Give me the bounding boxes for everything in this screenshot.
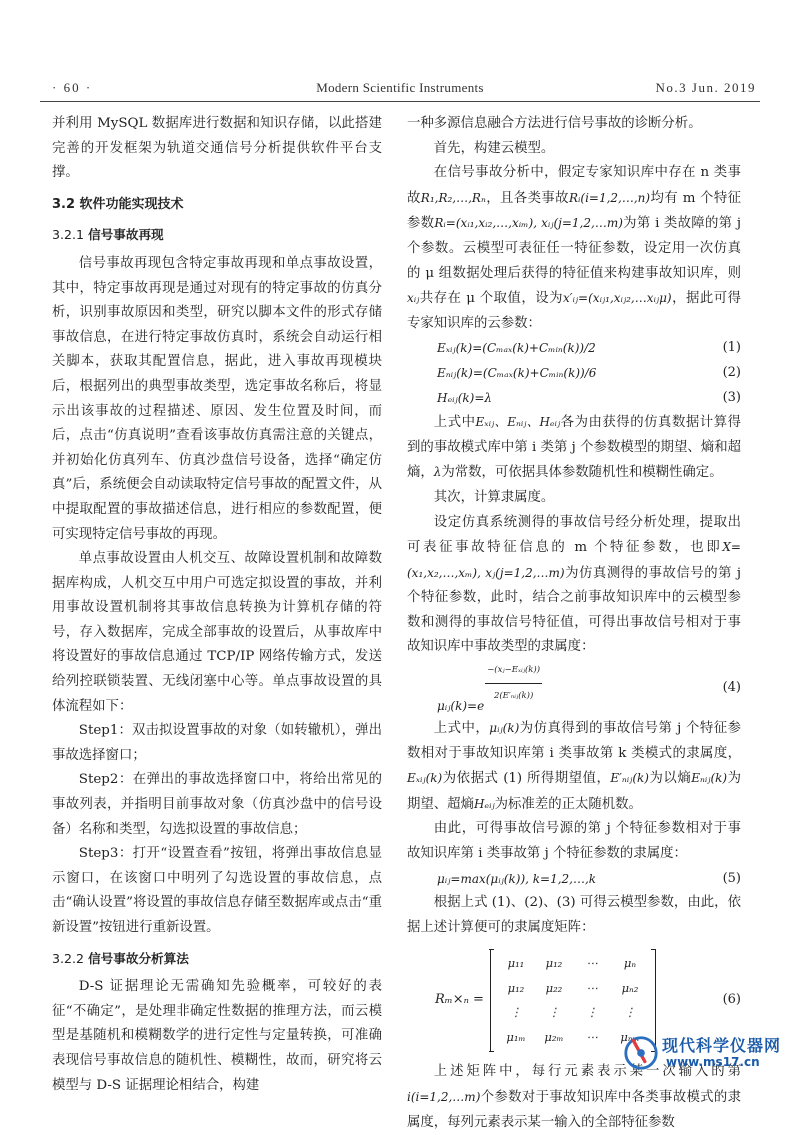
matrix-cell: ⋯ (586, 980, 598, 995)
matrix-cell: ⋯ (586, 1030, 598, 1044)
paragraph: 在信号事故分析中，假定专家知识库中存在 n 类事故R₁,R₂,…,Rₙ，且各类事故Rᵢ(i=1,2,…,n)均有 m 个特征参数Rᵢ=(xᵢ₁,xᵢ₂,…,xᵢₘ), xᵢⱼ(j=1,2,…m)为第 i 类故障的第 j 个参数。云模型可表征任一特征参数，设定用一次仿真的 μ 组数据处理后获得的特征值来构建事故知识库，则xᵢⱼ共存在 μ 个取值，设为x′ᵢⱼ=(xᵢⱼ₁,xᵢⱼ₂,…xᵢⱼμ)，据此可得专家知识库的云参数： (407, 165, 742, 331)
equation-number: (2) (722, 364, 741, 380)
paragraph: D-S 证据理论无需确知先验概率，可较好的表征“不确定”，是处理非确定性数据的推理方法，而云模型是基随机和模糊数学的进行定性与定量转换，可准确表现信号事故信息的随机性、模糊性，故而，研究将云模型与 D-S 证据理论相结合，构建 (52, 979, 382, 1093)
matrix-cell: μ₁₁ (507, 956, 525, 971)
equation-number: (6) (722, 992, 741, 1008)
equation-lhs: μᵢⱼ(k)=e (437, 698, 485, 713)
math-inline: R₁,R₂,…,Rₙ (420, 190, 486, 205)
matrix-cell: ⋮ (548, 1005, 560, 1020)
equation-body: Eₙᵢⱼ(k)=(Cₘₐₓ(k)+Cₘᵢₙ(k))/6 (437, 365, 597, 380)
equation-number: (5) (722, 870, 741, 886)
math-inline: Rᵢ=(xᵢ₁,xᵢ₂,…,xᵢₘ), xᵢⱼ(j=1,2,…m) (434, 216, 623, 231)
section-heading: 3.2 软件功能实现技术 (52, 196, 184, 212)
equation-body: μᵢⱼ=max(μᵢⱼ(k)), k=1,2,…,k (437, 871, 597, 886)
step-item: Step1：双击拟设置事故的对象（如转辙机），弹出事故选择窗口； (52, 723, 382, 763)
watermark-name: 现代科学仪器网 (662, 1036, 782, 1055)
paragraph: 一种多源信息融合方法进行信号事故的诊断分析。 (407, 116, 702, 131)
site-logo-icon (622, 1033, 660, 1071)
exponent-numerator: −(xⱼ−Eₓᵢⱼ(k)) (485, 658, 542, 684)
matrix-cell: μ₂ₘ (544, 1030, 564, 1044)
subsection-number: 3.2.2 (52, 950, 85, 966)
matrix-cell: μₙ (623, 956, 637, 971)
page-number: · 60 · (52, 80, 93, 95)
header-rule (40, 101, 760, 102)
matrix-expression (407, 949, 656, 1051)
right-column (407, 112, 741, 1135)
equation-3 (407, 386, 741, 411)
equation-1 (407, 336, 741, 361)
running-header (40, 78, 760, 100)
paragraph: 单点事故设置由人机交互、故障设置机制和故障数据库构成，人机交互中用户可选定拟设置的事故，并利用事故设置机制将其事故信息转换为计算机存储的符号，存入数据库，完成全部事故的设置后，从事故库中将设置好的事故信息通过 TCP/IP 网络传输方式，发送给列控联锁装置、无线闭塞中心等。单点事故设置的具体流程如下： (52, 551, 382, 714)
equation-4 (407, 660, 741, 716)
subsection-title: 信号事故再现 (88, 227, 164, 243)
paragraph: 上述矩阵中，每行元素表示某一次输入的第i(i=1,2,…m)个参数对于事故知识库中各类事故模式的隶属度，每列元素表示某一输入的全部特征参数 (407, 1064, 741, 1130)
matrix-cell: μ₁₂ (507, 980, 525, 995)
subsection-number: 3.2.1 (52, 227, 85, 243)
matrix-cell: μ₁₂ (545, 956, 563, 971)
equation-5 (407, 867, 741, 892)
equation-body (437, 658, 542, 718)
subsection-title: 信号事故分析算法 (88, 950, 189, 966)
math-inline: Rᵢ(i=1,2,…,n) (568, 190, 651, 205)
matrix-cell: ⋮ (510, 1005, 522, 1020)
equation-2 (407, 361, 741, 386)
equation-number: (1) (722, 340, 741, 356)
paragraph: 上式中Eₓᵢⱼ、Eₙᵢⱼ、Hₑᵢⱼ各为由获得的仿真数据计算得到的事故模式库中第 i 类第 j 个参数模型的期望、熵和超熵，λ为常数，可依据具体参数随机性和模糊性确定。 (407, 415, 742, 481)
matrix-cell: ⋮ (586, 1005, 598, 1020)
matrix-label: Rₘ×ₙ = (435, 992, 484, 1008)
paragraph: 首先，构建云模型。 (433, 140, 555, 156)
paragraph: 根据上式 (1)、(2)、(3) 可得云模型参数，由此，依据上述计算便可的隶属度矩阵： (407, 895, 741, 935)
math-inline: Eₓᵢⱼ(k) (407, 771, 443, 786)
equation-number: (3) (722, 389, 741, 405)
paragraph: 由此，可得事故信号源的第 j 个特征参数相对于事故知识库第 i 类事故第 j 个特征参数的隶属度： (407, 821, 741, 862)
matrix-cell: ⋯ (586, 956, 598, 971)
exponent-fraction (485, 658, 542, 708)
math-inline: x′ᵢⱼ=(xᵢⱼ₁,xᵢⱼ₂,…xᵢⱼμ) (562, 291, 672, 306)
math-inline: xᵢⱼ (407, 291, 420, 306)
matrix-cell: μ₂₂ (545, 980, 563, 995)
math-inline: X=(x₁,x₂,…,xₘ), xⱼ(j=1,2,…m) (407, 540, 741, 580)
equation-number: (4) (722, 679, 741, 695)
equation-body: Eₓᵢⱼ(k)=(Cₘₐₓ(k)+Cₘᵢₙ(k))/2 (437, 341, 596, 356)
math-inline: i(i=1,2,…m) (407, 1090, 481, 1104)
matrix-cell: μₙₘ (620, 1030, 640, 1044)
left-column (52, 112, 382, 1098)
subsection-heading (52, 947, 382, 972)
paragraph: 上式中，μᵢⱼ(k)为仿真得到的事故信号第 j 个特征参数相对于事故知识库第 i 类事故第 k 类模式的隶属度，Eₓᵢⱼ(k)为依据式 (1) 所得期望值，E′ₙᵢⱼ(k)为以熵Eₙᵢⱼ(k)为期望、超熵Hₑᵢⱼ为标准差的正太随机数。 (407, 721, 742, 812)
matrix-cell: ⋮ (624, 1005, 636, 1020)
matrix-cell: μ₁ₘ (506, 1030, 526, 1044)
site-watermark (622, 1031, 794, 1075)
matrix-cell: μₙ₂ (621, 980, 639, 995)
step-item: Step3：打开“设置查看”按钮，将弹出事故信息显示窗口，在该窗口中明列了勾选设置的事故信息，点击“确认设置”将设置的事故信息存储至数据库或点击“重新设置”按钮进行重新设置。 (52, 846, 382, 935)
math-inline: λ (433, 465, 442, 480)
watermark-url: www.ms17.cn (666, 1055, 760, 1069)
math-inline: E′ₙᵢⱼ(k) (610, 771, 649, 786)
step-item: Step2：在弹出的事故选择窗口中，将给出常见的事故列表，并指明目前事故对象（仿真沙盘中的信号设备）名称和类型，勾选拟设置的事故信息； (52, 772, 382, 837)
paragraph: 信号事故再现包含特定事故再现和单点事故设置，其中，特定事故再现是通过对现有的特定事故的仿真分析，识别事故原因和类型，研究以脚本文件的形式存储事故信息，在进行特定事故仿真时，系统会自动运行相关脚本，获取其配置信息，据此，进入事故再现模块后，根据列出的典型事故类型，选定事故名称后，将显示出该事故的过程描述、原因、发生位置及时间，而后，点击“仿真说明”查看该事故仿真需注意的关键点，并初始化仿真列车、仿真沙盘信号设备，选择“确定仿真”后，系统便会自动读取特定信号事故的配置文件，从中提取配置的事故描述信息，进行相应的参数配置，便可实现特定信号事故的再现。 (52, 255, 382, 542)
math-inline: μᵢⱼ(k) (489, 721, 520, 736)
math-inline: Eₓᵢⱼ、Eₙᵢⱼ、Hₑᵢⱼ (475, 415, 561, 430)
issue-info: No.3 Jun. 2019 (655, 80, 756, 95)
paragraph: 并利用 MySQL 数据库进行数据和知识存储，以此搭建完善的开发框架为轨道交通信号分析提供软件平台支撑。 (52, 116, 382, 181)
paragraph: 设定仿真系统测得的事故信号经分析处理，提取出可表征事故特征信息的 m 个特征参数，也即X=(x₁,x₂,…,xₘ), xⱼ(j=1,2,…m)为仿真测得的事故信号的第 j 个特征参数，此时，结合之前事故知识库中的云模型参数和测得的事故信号特征值，可得出事故信号相对于事故知识库中事故类型的隶属度： (407, 514, 741, 655)
equation-body: Hₑᵢⱼ(k)=λ (437, 390, 492, 405)
exponent-denominator: 2(E′ₙᵢⱼ(k)) (493, 690, 534, 701)
math-inline: Eₙᵢⱼ(k) (691, 771, 728, 786)
math-inline: Hₑᵢⱼ (473, 796, 495, 811)
subsection-heading (52, 223, 382, 248)
journal-name: Modern Scientific Instruments (316, 80, 484, 95)
paragraph: 其次，计算隶属度。 (433, 489, 555, 505)
